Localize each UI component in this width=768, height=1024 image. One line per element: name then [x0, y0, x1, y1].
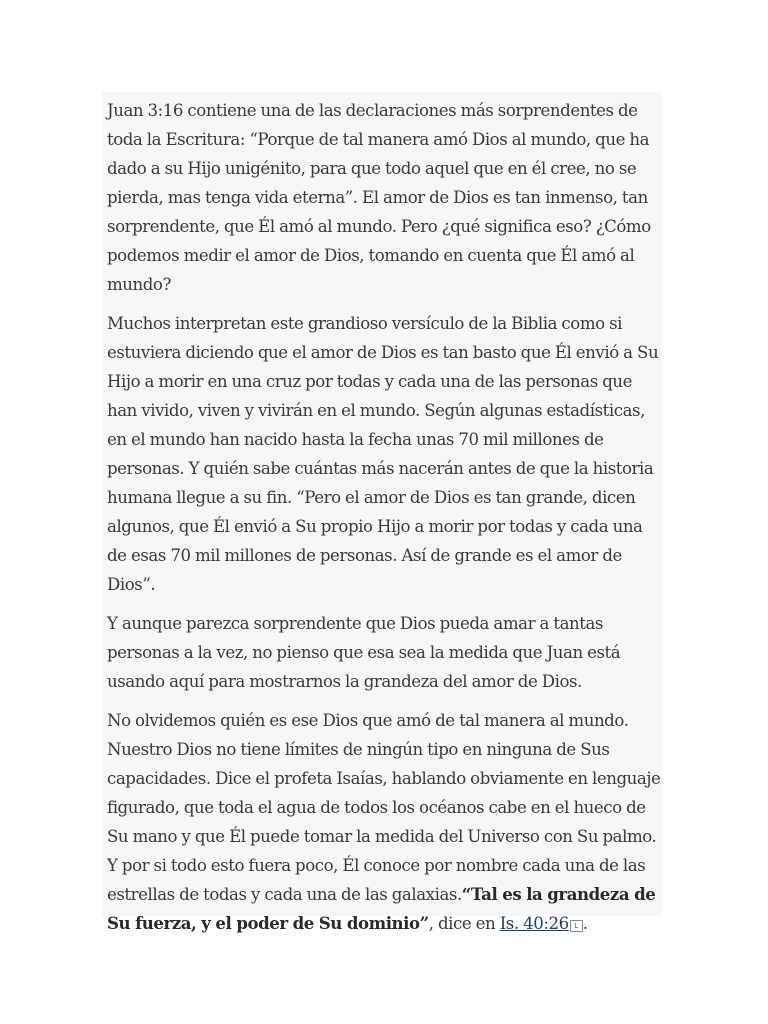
sentence-end: .	[582, 914, 588, 933]
paragraph-4-text: No olvidemos quién es ese Dios que amó de tal manera al mundo. Nuestro Dios no tiene límites de ningún tipo en ninguna de Sus capacidades. Dice el profeta Isaías, hablando obviamente en lenguaje figurado, que toda el agua de todos los océanos cabe en el hueco de Su mano y que Él puede tomar la medida del Universo con Su palmo. Y por si todo esto fuera poco, Él conoce por nombre cada una de las estrellas de todas y cada una de las galaxias.	[107, 711, 661, 904]
paragraph-2: Muchos interpretan este grandioso versículo de la Biblia como si estuviera diciendo que el amor de Dios es tan basto que Él envió a Su Hijo a morir en una cruz por todas y cada una de las personas que han vivido, viven y vivirán en el mundo. Según algunas estadísticas, en el mundo han nacido hasta la fecha unas 70 mil millones de personas. Y quién sabe cuántas más nacerán antes de que la historia humana llegue a su fin. “Pero el amor de Dios es tan grande, dicen algunos, que Él envió a Su propio Hijo a morir por todas y cada una de esas 70 mil millones de personas. Así de grande es el amor de Dios”.	[107, 314, 659, 594]
scripture-reference-link[interactable]: Is. 40:26	[499, 914, 569, 933]
paragraph-3: Y aunque parezca sorprendente que Dios pueda amar a tantas personas a la vez, no pienso que esa sea la medida que Juan está usando aquí para mostrarnos la grandeza del amor de Dios.	[107, 614, 621, 691]
article-body	[102, 92, 662, 933]
bold-quote: “Tal es la grandeza de Su fuerza, y el poder de Su dominio”	[107, 884, 656, 933]
paragraph-1: Juan 3:16 contiene una de las declaraciones más sorprendentes de toda la Escritura: “Porque de tal manera amó Dios al mundo, que ha dado a su Hijo unigénito, para que todo aquel que en él cree, no se pierda, mas tenga vida eterna”. El amor de Dios es tan inmenso, tan sorprendente, que Él amó al mundo. Pero ¿qué significa eso? ¿Cómo podemos medir el amor de Dios, tomando en cuenta que Él amó al mundo?	[107, 101, 651, 294]
paragraph-4	[107, 706, 662, 938]
bible-reference-icon[interactable]: L	[570, 920, 583, 932]
quote-attribution: , dice en	[428, 914, 500, 933]
